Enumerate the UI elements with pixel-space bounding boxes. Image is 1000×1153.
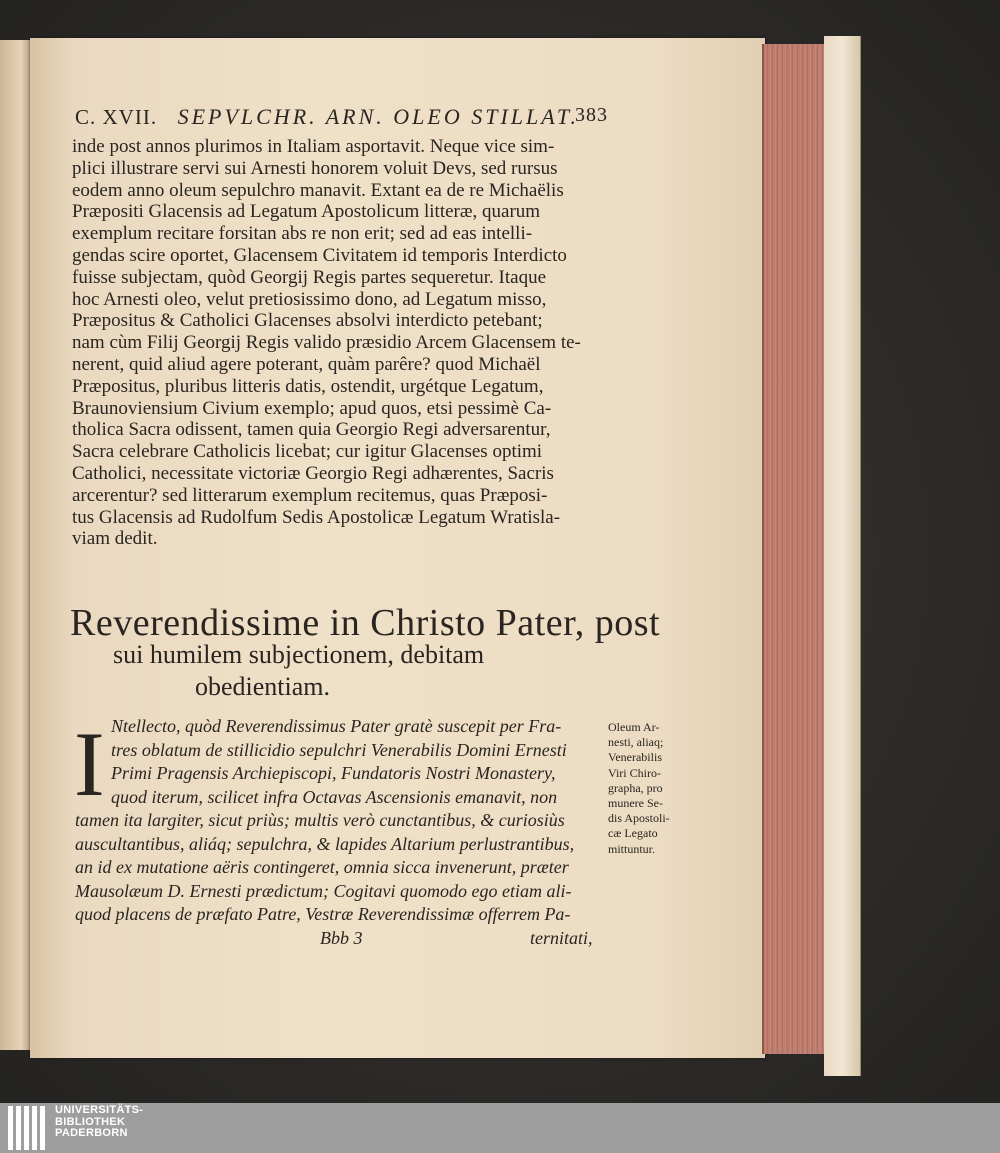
margin-note-line: mittuntur. <box>608 841 656 856</box>
letter-line: Ntellecto, quòd Reverendissimus Pater gratè suscepit per Fra- <box>111 716 562 736</box>
letter-line: tres oblatum de stillicidio sepulchri Venerabilis Domini Ernesti <box>111 739 567 760</box>
previous-leaf-edge <box>0 40 31 1050</box>
body-line: gendas scire oportet, Glacensem Civitatem id temporis Interdicto <box>72 244 567 266</box>
letter-indented-text <box>111 715 567 809</box>
letter-line: tamen ita largiter, sicut priùs; multis verò cunctantibus, & curiosiùs <box>75 810 565 830</box>
body-line: exemplum recitare forsitan abs re non erit; sed ad eas intelli- <box>72 223 533 245</box>
page-block-red-edge <box>762 44 828 1054</box>
margin-note-line: grapha, pro <box>608 780 663 795</box>
body-line: tholica Sacra odissent, tamen quia Georgio Regi adversarentur, <box>72 419 551 441</box>
library-logo-text <box>55 1105 143 1140</box>
body-text <box>72 136 612 550</box>
book-cover-edge <box>824 36 861 1076</box>
letter-line: Mausolæum D. Ernesti prædictum; Cogitavi quomodo ego etiam ali- <box>75 880 572 901</box>
letter-heading-line-3: obedientiam. <box>195 672 331 701</box>
library-logo-icon <box>8 1106 48 1150</box>
body-line: eodem anno oleum sepulchro manavit. Extant ea de re Michaëlis <box>72 179 564 201</box>
chapter-number: C. XVII. <box>75 105 158 129</box>
library-logo-line: UNIVERSITÄTS- <box>55 1104 144 1116</box>
letter-line: auscultantibus, aliáq; sepulchra, & lapides Altarium perlustrantibus, <box>75 833 575 854</box>
margin-note-line: Venerabilis <box>608 750 662 765</box>
signature-mark: Bbb 3 <box>320 928 363 948</box>
library-logo-line: PADERBORN <box>55 1127 128 1139</box>
body-line: nam cùm Filij Georgij Regis valido præsidio Arcem Glacensem te- <box>72 332 581 354</box>
body-line: hoc Arnesti oleo, velut pretiosissimo dono, ad Legatum misso, <box>72 288 547 310</box>
body-line: nerent, quid aliud agere poterant, quàm parêre? quod Michaël <box>72 353 541 375</box>
body-line: Catholici, necessitate victoriæ Georgio Regi adhærentes, Sacris <box>72 462 554 484</box>
library-footer-bar <box>0 1103 1000 1153</box>
body-line: Præpositi Glacensis ad Legatum Apostolicum litteræ, quarum <box>72 201 541 223</box>
catchword: ternitati, <box>530 928 593 948</box>
body-line: Sacra celebrare Catholicis licebat; cur igitur Glacenses optimi <box>72 441 543 463</box>
body-line: inde post annos plurimos in Italiam asportavit. Neque vice sim- <box>72 136 555 157</box>
margin-note-line: Oleum Ar- <box>608 720 660 734</box>
library-logo-line: BIBLIOTHEK <box>55 1115 126 1128</box>
body-line: tus Glacensis ad Rudolfum Sedis Apostolicæ Legatum Wratisla- <box>72 506 561 528</box>
body-line: Præpositus, pluribus litteris datis, ostendit, urgétque Legatum, <box>72 375 544 397</box>
letter-line: Primi Pragensis Archiepiscopi, Fundatoris Nostri Monastery, <box>111 763 556 783</box>
margin-note-line: cæ Legato <box>608 826 658 841</box>
margin-note <box>608 720 698 857</box>
body-line: plici illustrare servi sui Arnesti honorem voluit Devs, sed rursus <box>72 157 558 179</box>
running-header <box>75 104 608 130</box>
body-line: arcerentur? sed litterarum exemplum recitemus, quas Præposi- <box>72 484 548 506</box>
body-line: fuisse subjectam, quòd Georgij Regis partes sequeretur. Itaque <box>72 266 546 288</box>
letter-heading-line-1: Reverendissime in Christo Pater, post <box>70 602 661 644</box>
page-number: 383 <box>575 104 608 126</box>
body-line: viam dedit. <box>72 528 158 550</box>
margin-note-line: dis Apostoli- <box>608 811 670 826</box>
letter-full-text <box>75 809 574 927</box>
margin-note-line: nesti, aliaq; <box>608 735 664 750</box>
margin-note-line: Viri Chiro- <box>608 765 661 780</box>
drop-cap-initial: I <box>74 713 105 815</box>
running-title: SEPVLCHR. ARN. OLEO STILLAT. <box>177 104 579 129</box>
margin-note-line: munere Se- <box>608 796 663 811</box>
letter-line: quod placens de præfato Patre, Vestræ Reverendissimæ offerrem Pa- <box>75 904 571 924</box>
body-line: Præpositus & Catholici Glacenses absolvi interdicto petebant; <box>72 310 543 332</box>
letter-line: quod iterum, scilicet infra Octavas Ascensionis emanavit, non <box>111 786 558 807</box>
letter-heading-line-2: sui humilem subjectionem, debitam <box>113 640 485 669</box>
body-line: Braunoviensium Civium exemplo; apud quos, etsi pessimè Ca- <box>72 397 552 419</box>
letter-line: an id ex mutatione aëris contingeret, omnia sicca invenerunt, præter <box>75 857 569 877</box>
